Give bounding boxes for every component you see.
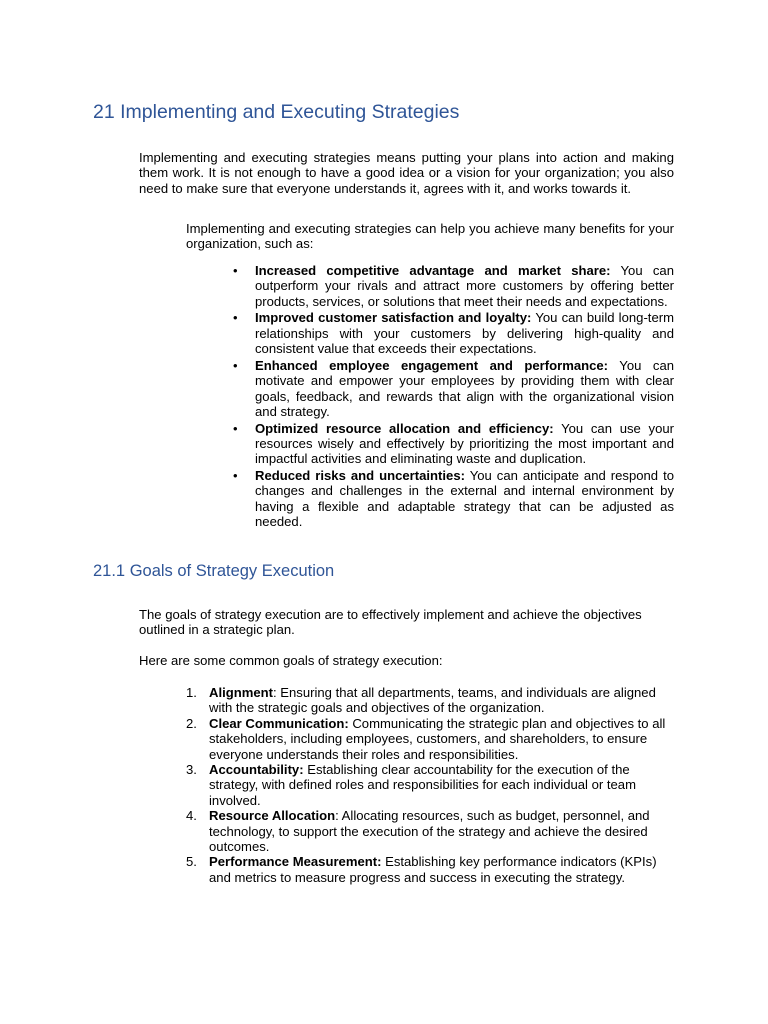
list-item <box>233 357 675 420</box>
benefit-title: Improved customer satisfaction and loyalty: <box>255 310 532 326</box>
benefit-text: You can outperform your rivals and attract more customers by offering better products, services, or solutions that meet their needs and expectations. <box>255 263 674 309</box>
benefits-list <box>233 263 675 531</box>
goal-text: : Allocating resources, such as budget, personnel, and technology, to support the execution of the strategy and achieve the desired outcomes. <box>209 808 650 855</box>
benefit-text: You can build long-term relationships with your customers by delivering high-quality and consistent value that exceeds their expectations. <box>255 310 674 357</box>
bullet-icon: • <box>233 310 238 326</box>
list-number: 3. <box>186 762 197 778</box>
list-item <box>186 685 674 716</box>
bullet-icon: • <box>233 357 238 373</box>
bullet-icon: • <box>233 468 238 484</box>
goals-intro-paragraph: The goals of strategy execution are to effectively implement and achieve the objectives outlined in a strategic plan. <box>139 607 642 638</box>
goals-list <box>186 685 674 885</box>
goal-text: Communicating the strategic plan and objectives to all stakeholders, including employees, customers, and shareholders, to ensure everyone understands their roles and responsibilities. <box>209 715 666 762</box>
intro-paragraph: Implementing and executing strategies means putting your plans into action and making them work. It is not enough to have a good idea or a vision for your organization; you also need to make sure that everyone understands it, agrees with it, and works towards it. <box>139 150 674 196</box>
goals-lead-paragraph: Here are some common goals of strategy execution: <box>139 653 443 668</box>
benefit-title: Optimized resource allocation and efficiency: <box>255 420 554 436</box>
goal-title: Resource Allocation <box>209 808 336 824</box>
goal-text: : Ensuring that all departments, teams, and individuals are aligned with the strategic goals and objectives of the organization. <box>209 685 656 716</box>
benefit-title: Enhanced employee engagement and performance: <box>255 357 609 373</box>
list-number: 1. <box>186 685 197 700</box>
list-number: 5. <box>186 854 197 870</box>
list-item <box>233 310 674 357</box>
goal-title: Clear Communication: <box>209 715 349 731</box>
goal-text: Establishing key performance indicators (KPIs) and metrics to measure progress and success in executing the strategy. <box>209 854 657 885</box>
list-number: 4. <box>186 808 197 824</box>
list-item <box>233 263 674 309</box>
section-heading: 21 Implementing and Executing Strategies <box>93 101 460 123</box>
list-item <box>186 715 674 762</box>
subsection-heading: 21.1 Goals of Strategy Execution <box>93 562 335 580</box>
benefits-intro-paragraph: Implementing and executing strategies can help you achieve many benefits for your organization, such as: <box>186 221 674 252</box>
bullet-icon: • <box>233 263 238 278</box>
list-item <box>186 762 674 808</box>
list-item <box>186 808 674 855</box>
benefit-title: Reduced risks and uncertainties: <box>255 468 465 484</box>
bullet-icon: • <box>233 420 238 436</box>
benefit-text: You can anticipate and respond to changes and challenges in the external and internal environment by having a flexible and adaptable strategy that can be adjusted as needed. <box>255 468 674 530</box>
list-number: 2. <box>186 715 197 731</box>
goal-text: Establishing clear accountability for the execution of the strategy, with defined roles and responsibilities for each individual or team involved. <box>209 762 636 808</box>
goal-title: Alignment <box>209 685 274 700</box>
list-item <box>186 854 674 885</box>
goal-title: Accountability: <box>209 762 304 778</box>
benefit-title: Increased competitive advantage and market share: <box>255 263 611 278</box>
benefit-text: You can use your resources wisely and effectively by prioritizing the most important and impactful activities and eliminating waste and duplication. <box>255 420 674 467</box>
list-item <box>233 468 674 530</box>
goal-title: Performance Measurement: <box>209 854 382 870</box>
benefit-text: You can motivate and empower your employees by providing them with clear goals, feedback, and rewards that align with the organizational vision and strategy. <box>255 357 675 420</box>
list-item <box>233 420 674 467</box>
